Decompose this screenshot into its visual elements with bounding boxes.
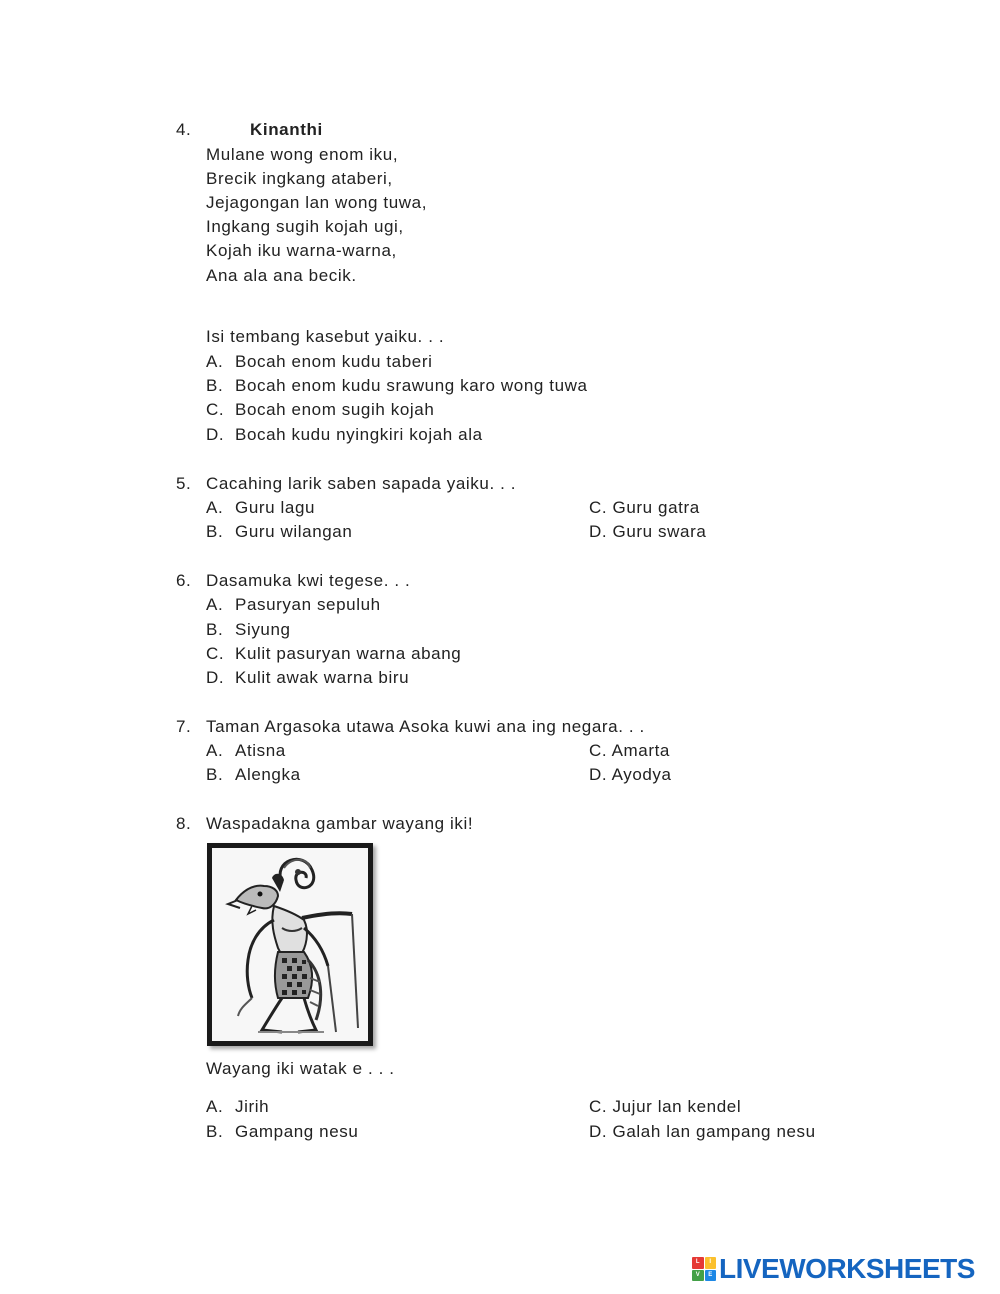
answer-option-c[interactable]	[589, 1097, 741, 1117]
question-text: Cacahing larik saben sapada yaiku. . .	[206, 474, 517, 493]
answer-option-b[interactable]	[206, 620, 291, 640]
option-letter: A.	[206, 595, 224, 614]
option-text: Bocah enom kudu srawung karo wong tuwa	[235, 376, 588, 395]
answer-option-c[interactable]	[589, 741, 670, 761]
answer-option-d[interactable]	[206, 668, 409, 688]
answer-option-b[interactable]	[206, 765, 301, 785]
option-letter: B.	[206, 522, 224, 541]
option-text: Siyung	[235, 620, 291, 639]
option-letter: D.	[589, 522, 608, 541]
option-text: Atisna	[235, 741, 286, 760]
poem-line: Jejagongan lan wong tuwa,	[206, 193, 428, 212]
logo-tile: E	[705, 1270, 717, 1282]
option-letter: C.	[589, 498, 608, 517]
option-text: Amarta	[611, 741, 670, 760]
option-text: Kulit pasuryan warna abang	[235, 644, 462, 663]
option-text: Galah lan gampang nesu	[612, 1122, 816, 1141]
option-text: Ayodya	[611, 765, 672, 784]
option-letter: B.	[206, 765, 224, 784]
option-letter: D.	[589, 765, 608, 784]
question-text: Taman Argasoka utawa Asoka kuwi ana ing negara. . .	[206, 717, 645, 736]
answer-option-d[interactable]	[206, 425, 483, 445]
logo-tile: L	[692, 1257, 704, 1269]
answer-option-a[interactable]	[206, 498, 315, 518]
option-letter: B.	[206, 620, 224, 639]
option-text: Bocah kudu nyingkiri kojah ala	[235, 425, 483, 444]
option-text: Jirih	[235, 1097, 270, 1116]
question-number: 6.	[176, 571, 192, 590]
answer-option-b[interactable]	[206, 1122, 358, 1142]
poem-line: Kojah iku warna-warna,	[206, 241, 397, 260]
answer-option-b[interactable]	[206, 376, 588, 396]
liveworksheets-logo[interactable]	[692, 1254, 975, 1284]
wayang-figure	[212, 848, 368, 1041]
option-letter: D.	[206, 425, 225, 444]
answer-option-a[interactable]	[206, 1097, 269, 1117]
poem-line: Mulane wong enom iku,	[206, 145, 399, 164]
option-letter: C.	[206, 400, 225, 419]
answer-option-a[interactable]	[206, 595, 381, 615]
option-text: Guru lagu	[235, 498, 316, 517]
option-letter: A.	[206, 352, 224, 371]
option-letter: D.	[206, 668, 225, 687]
option-text: Alengka	[235, 765, 301, 784]
option-text: Kulit awak warna biru	[235, 668, 410, 687]
question-text: Isi tembang kasebut yaiku. . .	[206, 327, 445, 346]
logo-tile: V	[692, 1270, 704, 1282]
option-letter: A.	[206, 741, 224, 760]
answer-option-a[interactable]	[206, 741, 286, 761]
option-letter: B.	[206, 1122, 224, 1141]
option-text: Gampang nesu	[235, 1122, 359, 1141]
question-number: 7.	[176, 717, 192, 736]
option-text: Bocah enom kudu taberi	[235, 352, 433, 371]
option-letter: C.	[589, 1097, 608, 1116]
answer-option-c[interactable]	[589, 498, 700, 518]
option-letter: A.	[206, 498, 224, 517]
option-text: Bocah enom sugih kojah	[235, 400, 435, 419]
answer-option-d[interactable]	[589, 522, 706, 542]
option-text: Pasuryan sepuluh	[235, 595, 381, 614]
poem-line: Ana ala ana becik.	[206, 266, 357, 285]
question-text: Waspadakna gambar wayang iki!	[206, 814, 474, 833]
answer-option-d[interactable]	[589, 1122, 816, 1142]
logo-tile: I	[705, 1257, 717, 1269]
option-letter: D.	[589, 1122, 608, 1141]
answer-option-b[interactable]	[206, 522, 352, 542]
liveworksheets-icon	[692, 1257, 716, 1281]
answer-option-a[interactable]	[206, 352, 433, 372]
option-letter: C.	[589, 741, 608, 760]
option-letter: B.	[206, 376, 224, 395]
option-text: Guru swara	[612, 522, 707, 541]
answer-option-c[interactable]	[206, 400, 434, 420]
option-text: Guru gatra	[612, 498, 700, 517]
question-number: 5.	[176, 474, 192, 493]
question-number: 4.	[176, 120, 192, 139]
question-text: Dasamuka kwi tegese. . .	[206, 571, 411, 590]
question-number: 8.	[176, 814, 192, 833]
tembang-title: Kinanthi	[250, 120, 323, 139]
wayang-image-frame	[207, 843, 373, 1046]
option-text: Guru wilangan	[235, 522, 353, 541]
followup-question: Wayang iki watak e . . .	[206, 1059, 395, 1078]
poem-line: Brecik ingkang ataberi,	[206, 169, 393, 188]
answer-option-c[interactable]	[206, 644, 461, 664]
answer-option-d[interactable]	[589, 765, 672, 785]
option-letter: C.	[206, 644, 225, 663]
brand-name: LIVEWORKSHEETS	[719, 1253, 975, 1284]
option-text: Jujur lan kendel	[612, 1097, 742, 1116]
poem-line: Ingkang sugih kojah ugi,	[206, 217, 404, 236]
option-letter: A.	[206, 1097, 224, 1116]
